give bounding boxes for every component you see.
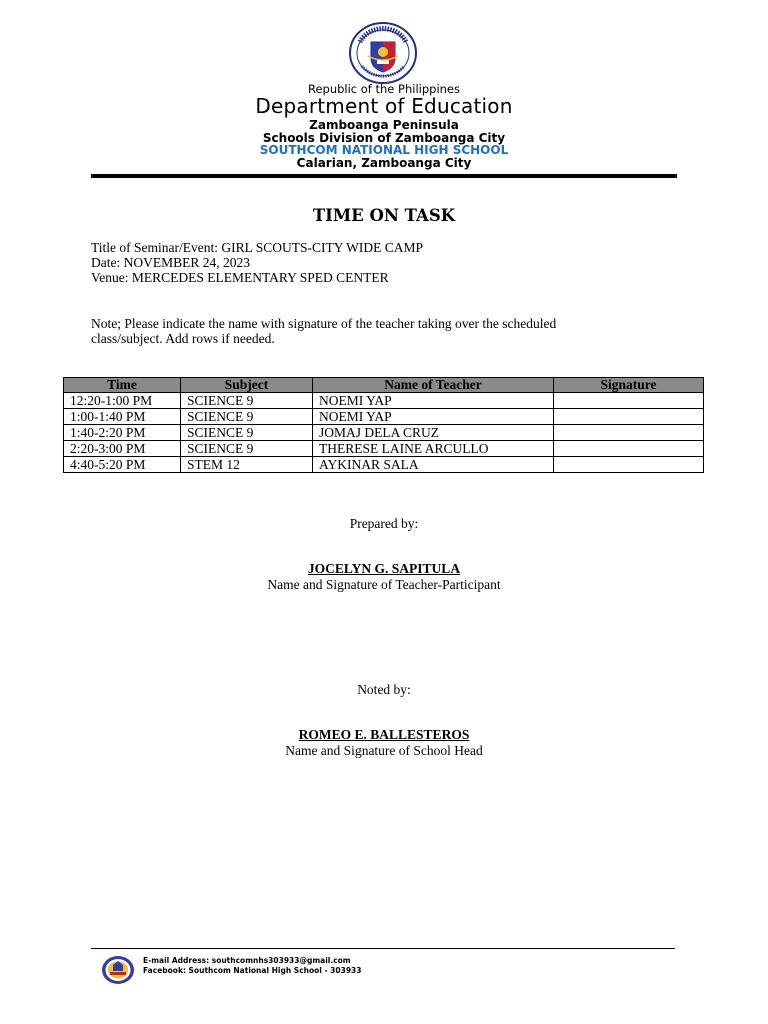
department-name: Department of Education	[255, 94, 513, 118]
deped-seal-icon	[348, 22, 418, 84]
subject-cell: SCIENCE 9	[181, 441, 313, 457]
signature-cell[interactable]	[554, 393, 704, 409]
time-cell: 1:00-1:40 PM	[64, 409, 181, 425]
footer-divider	[91, 948, 675, 949]
time-cell: 2:20-3:00 PM	[64, 441, 181, 457]
signature-cell[interactable]	[554, 457, 704, 473]
document-title: TIME ON TASK	[312, 206, 456, 225]
signature-cell[interactable]	[554, 409, 704, 425]
table-row	[64, 425, 704, 441]
school-name: SOUTHCOM NATIONAL HIGH SCHOOL	[259, 143, 509, 157]
event-venue-line: Venue: MERCEDES ELEMENTARY SPED CENTER	[91, 270, 389, 285]
column-header-time: Time	[64, 378, 181, 393]
subject-cell: SCIENCE 9	[181, 393, 313, 409]
event-date-line: Date: NOVEMBER 24, 2023	[91, 255, 250, 270]
table-row	[64, 457, 704, 473]
subject-cell: SCIENCE 9	[181, 409, 313, 425]
subject-cell: SCIENCE 9	[181, 425, 313, 441]
footer-facebook: Facebook: Southcom National High School - 303933	[143, 966, 362, 975]
prepared-by-caption: Name and Signature of Teacher-Participant	[267, 577, 501, 592]
noted-by-caption: Name and Signature of School Head	[285, 743, 483, 758]
noted-by-name: ROMEO E. BALLESTEROS	[298, 727, 470, 742]
seminar-title-line: Title of Seminar/Event: GIRL SCOUTS-CITY WIDE CAMP	[91, 240, 423, 255]
table-row	[64, 409, 704, 425]
republic-label: Republic of the Philippines	[307, 82, 461, 96]
teacher-cell: JOMAJ DELA CRUZ	[313, 425, 554, 441]
teacher-cell: NOEMI YAP	[313, 409, 554, 425]
column-header-subject: Subject	[181, 378, 313, 393]
prepared-by-label: Prepared by:	[349, 516, 419, 531]
signature-cell[interactable]	[554, 441, 704, 457]
table-row	[64, 393, 704, 409]
prepared-by-name: JOCELYN G. SAPITULA	[307, 561, 461, 576]
division-name: Schools Division of Zamboanga City	[262, 131, 506, 145]
time-cell: 4:40-5:20 PM	[64, 457, 181, 473]
subject-cell: STEM 12	[181, 457, 313, 473]
signature-cell[interactable]	[554, 425, 704, 441]
teacher-cell: AYKINAR SALA	[313, 457, 554, 473]
teacher-cell: THERESE LAINE ARCULLO	[313, 441, 554, 457]
footer-email: E-mail Address: southcomnhs303933@gmail.com	[143, 956, 351, 965]
instruction-note: Note; Please indicate the name with signature of the teacher taking over the scheduled class/subject. Add rows if needed.	[91, 316, 557, 346]
column-header-signature: Signature	[554, 378, 704, 393]
noted-by-label: Noted by:	[357, 682, 411, 697]
table-row	[64, 441, 704, 457]
table-header-row	[64, 378, 704, 393]
region-name: Zamboanga Peninsula	[309, 118, 459, 132]
time-cell: 12:20-1:00 PM	[64, 393, 181, 409]
column-header-teacher: Name of Teacher	[313, 378, 554, 393]
time-on-task-table	[63, 377, 704, 473]
time-cell: 1:40-2:20 PM	[64, 425, 181, 441]
school-address: Calarian, Zamboanga City	[296, 156, 472, 170]
header-divider	[91, 174, 677, 178]
teacher-cell: NOEMI YAP	[313, 393, 554, 409]
school-logo-icon	[101, 955, 135, 985]
